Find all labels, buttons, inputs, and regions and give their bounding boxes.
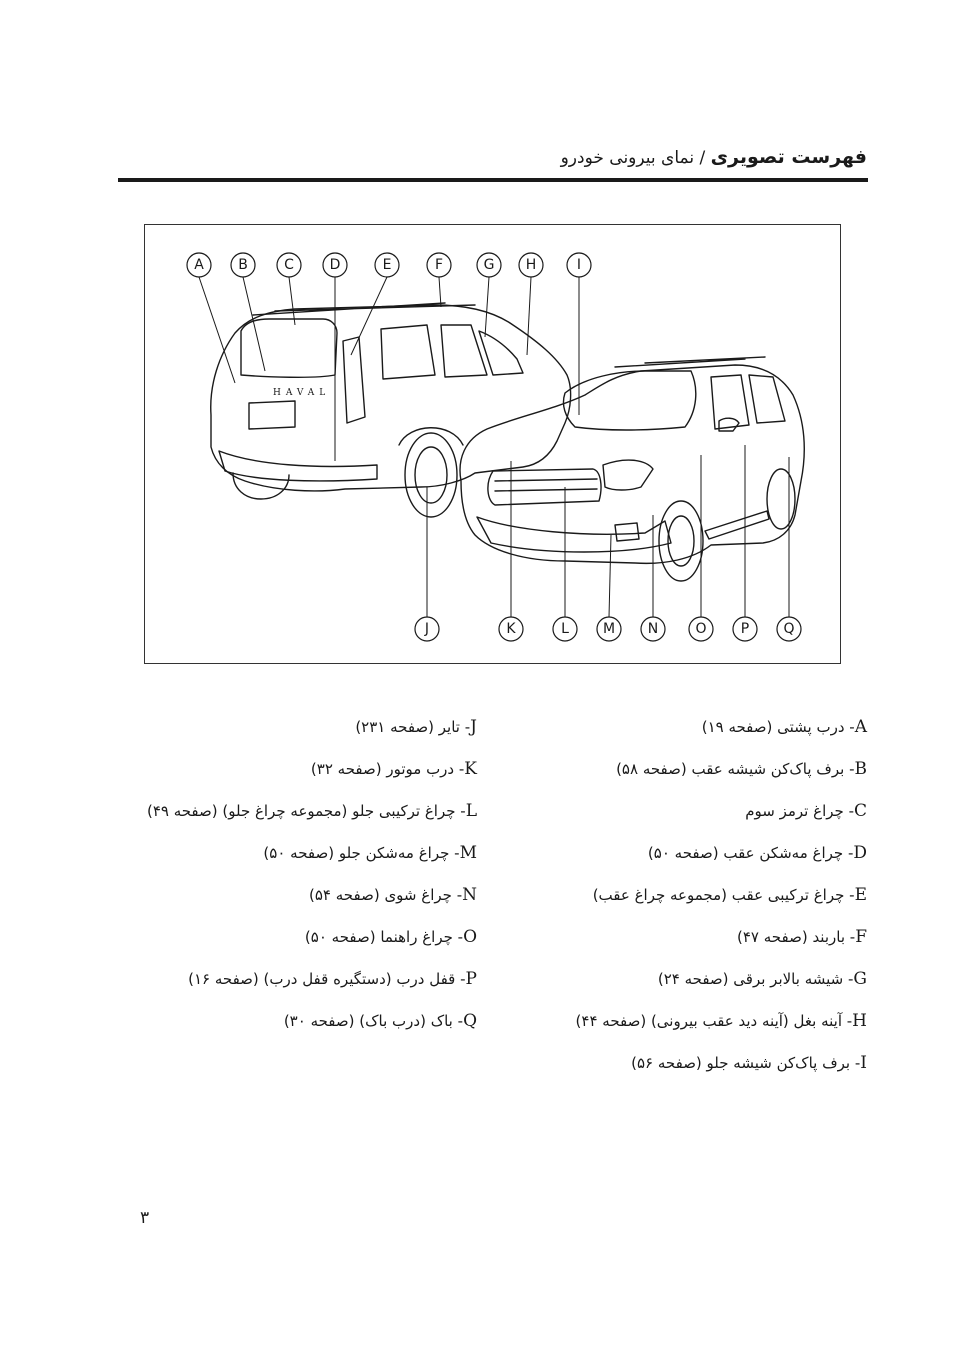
page-header-title	[561, 146, 867, 168]
legend-item: L- چراغ ترکیبی جلو (مجموعه چراغ جلو) (صفحه ۴۹)	[146, 801, 477, 821]
legend-item: K- درب موتور (صفحه ۳۲)	[310, 759, 477, 779]
callout-label: D	[329, 257, 341, 273]
legend-letter: L	[465, 801, 477, 821]
legend-letter: I	[860, 1053, 867, 1073]
legend-item: N- چراغ شوی (صفحه ۵۴)	[309, 885, 477, 905]
front-side-window-1	[711, 375, 749, 429]
legend-text: چراغ راهنما (صفحه ۵۰)	[304, 928, 453, 946]
legend-text: چراغ ترمز سوم	[745, 802, 844, 820]
callout-leader-line	[609, 535, 611, 617]
legend-letter: O	[463, 927, 477, 947]
header-separator: /	[699, 148, 706, 168]
front-side-step	[705, 511, 769, 539]
legend-text: چراغ مه‌شکن عقب (صفحه ۵۰)	[647, 844, 844, 862]
rear-plate	[249, 401, 295, 429]
front-grille	[488, 469, 601, 505]
front-foglight	[615, 523, 639, 541]
rear-car-body	[211, 305, 571, 491]
callout-label: G	[483, 257, 495, 273]
callout-leader-line	[485, 277, 489, 337]
legend-letter: K	[464, 759, 477, 779]
front-windshield	[563, 371, 695, 430]
callout-label: B	[238, 257, 248, 273]
header-title-main: فهرست تصویری	[710, 146, 867, 168]
legend-text: تایر (صفحه ۲۳۱)	[355, 718, 460, 736]
legend-text: درب موتور (صفحه ۳۲)	[310, 760, 455, 778]
legend-text: برف پاک‌کن شیشه جلو (صفحه ۵۶)	[631, 1054, 851, 1072]
callout-label: Q	[783, 621, 795, 637]
callout-label: P	[740, 621, 750, 637]
legend-letter: B	[854, 759, 867, 779]
legend-text: قفل درب (دستگیره قفل درب) (صفحه ۱۶)	[188, 970, 456, 988]
legend-text: چراغ ترکیبی جلو (مجموعه چراغ جلو) (صفحه ۴۹)	[146, 802, 456, 820]
callouts-top	[187, 253, 591, 461]
header-title-sub: نمای بیرونی خودرو	[560, 148, 695, 168]
header-rule	[118, 178, 868, 182]
legend-item: B- برف پاک‌کن شیشه عقب (صفحه ۵۸)	[616, 759, 867, 779]
legend-item: P- قفل درب (دستگیره قفل درب) (صفحه ۱۶)	[188, 969, 477, 989]
callout-label: O	[695, 621, 707, 637]
callout-label: E	[382, 257, 392, 273]
legend-item: Q- باک (درب باک) (صفحه ۳۰)	[283, 1011, 477, 1031]
front-mirror	[719, 418, 739, 431]
vehicle-illustration	[145, 225, 842, 665]
legend-item: I- برف پاک‌کن شیشه جلو (صفحه ۵۶)	[631, 1053, 867, 1073]
rear-brand-text: HAVAL	[273, 388, 331, 398]
legend-item: H- آینه بغل (آینه دید عقب بیرونی) (صفحه ۴۴)	[575, 1011, 867, 1031]
legend-item: A- درب پشتی (صفحه ۱۹)	[701, 717, 867, 737]
legend-letter: P	[465, 969, 477, 989]
callout-label: I	[576, 257, 582, 273]
page-number: ۳	[140, 1208, 150, 1228]
callout-label: J	[424, 621, 430, 637]
callout-label: M	[602, 621, 616, 637]
legend-item: D- چراغ مه‌شکن عقب (صفحه ۵۰)	[647, 843, 867, 863]
legend-text: چراغ ترکیبی عقب (مجموعه چراغ عقب)	[592, 886, 845, 904]
legend-right-column	[507, 712, 867, 1090]
legend-letter: Q	[463, 1011, 477, 1031]
legend-text: درب پشتی (صفحه ۱۹)	[701, 718, 845, 736]
legend-letter: D	[853, 843, 867, 863]
legend-text: شیشه بالابر برقی (صفحه ۲۴)	[657, 970, 844, 988]
front-wheel-left	[659, 501, 703, 581]
callout-leader-line	[289, 277, 295, 325]
callout-label: A	[194, 257, 204, 273]
legend-letter: N	[462, 885, 477, 905]
front-side-window-2	[749, 375, 785, 423]
legend-text: باک (درب باک) (صفحه ۳۰)	[283, 1012, 453, 1030]
legend-text: چراغ مه‌شکن جلو (صفحه ۵۰)	[263, 844, 450, 862]
legend-letter: A	[854, 717, 867, 737]
front-wheel-right	[767, 469, 795, 529]
front-headlight	[603, 460, 653, 490]
legend-letter: F	[855, 927, 867, 947]
legend-letter: C	[853, 801, 867, 821]
legend-text: آینه بغل (آینه دید عقب بیرونی) (صفحه ۴۴)	[575, 1012, 842, 1030]
legend-letter: M	[459, 843, 477, 863]
legend-item: E- چراغ ترکیبی عقب (مجموعه چراغ عقب)	[592, 885, 867, 905]
rear-taillight	[343, 337, 365, 423]
callout-label: F	[434, 257, 444, 273]
rear-wheel-right	[405, 433, 457, 517]
legend-text: برف پاک‌کن شیشه عقب (صفحه ۵۸)	[616, 760, 845, 778]
legend-text: باربند (صفحه ۴۷)	[737, 928, 846, 946]
vehicle-exterior-figure	[144, 224, 841, 664]
legend-letter: H	[852, 1011, 867, 1031]
legend-letter: G	[853, 969, 867, 989]
legend-item: F- باربند (صفحه ۴۷)	[737, 927, 867, 947]
legend-item: G- شیشه بالابر برقی (صفحه ۲۴)	[657, 969, 867, 989]
legend-item: C- چراغ ترمز سوم	[745, 801, 867, 821]
legend-left-column	[117, 712, 477, 1048]
legend-letter: J	[470, 717, 477, 737]
rear-bumper	[219, 451, 377, 481]
callout-leader-line	[439, 277, 441, 307]
callout-label: N	[647, 621, 659, 637]
callout-label: K	[506, 621, 516, 637]
callout-label: C	[284, 257, 294, 273]
callout-leader-line	[527, 277, 531, 355]
callout-label: L	[561, 621, 569, 637]
callout-label: H	[525, 257, 537, 273]
rear-wheel-arch	[399, 428, 463, 445]
legend-item: J- تایر (صفحه ۲۳۱)	[355, 717, 477, 737]
legend-letter: E	[854, 885, 867, 905]
rear-window	[241, 319, 337, 377]
front-bumper	[477, 517, 671, 552]
legend-item: M- چراغ مه‌شکن جلو (صفحه ۵۰)	[263, 843, 477, 863]
side-window-1	[381, 325, 435, 379]
legend-item: O- چراغ راهنما (صفحه ۵۰)	[304, 927, 477, 947]
legend-text: چراغ شوی (صفحه ۵۴)	[309, 886, 452, 904]
